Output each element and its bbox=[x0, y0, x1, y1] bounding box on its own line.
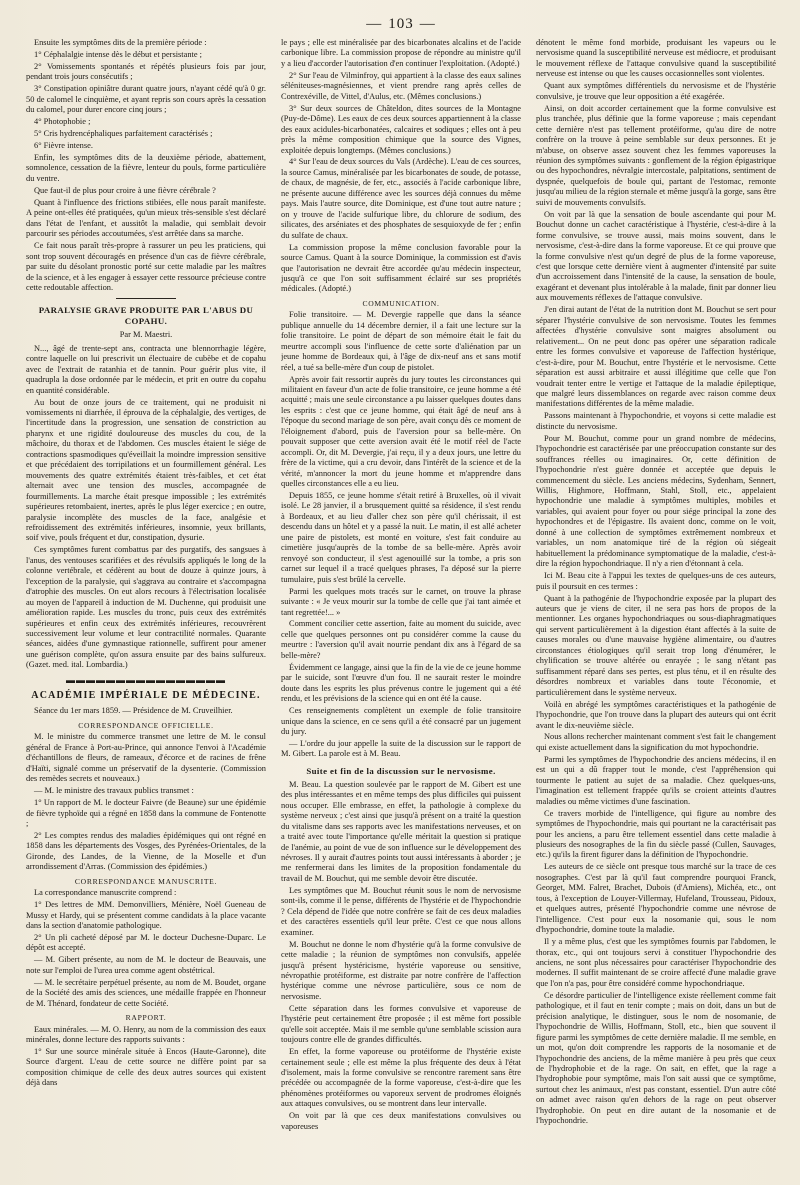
paragraph: — M. Gibert présente, au nom de M. le docteur de Beauvais, une note sur l'emploi de l'urea urea comme agent obstétrical. bbox=[26, 955, 266, 975]
paragraph: Parmi les symptômes de l'hypochondrie des anciens médecins, il en est un qui a dû frapper tout le monde, c'est l'appréhension qui tourmente le patient au sujet de sa maladie. Chez quelques-uns, l'imagination est tellement frappée qu'ils se croient atteints d'autres maladies ou même victimes d'une fascination. bbox=[536, 754, 776, 806]
paragraph: Ces symptômes furent combattus par des purgatifs, des sangsues à l'anus, des ventouses scarifiées et des révulsifs appliqués le long de la colonne vertébrale, et cédèrent au bout de douze à quinze jours, à l'exception de la paralysie, qui s'aggrava au contraire et s'accompagna d'atrophie des muscles. On eut alors recours à l'électrisation localisée au moyen de l'appareil à induction de M. Duchenne, qui produisit une amélioration rapide. Les muscles du tronc, puis ceux des extrémités supérieures et enfin ceux des extrémités inférieures, recouvrèrent successivement leur volume et leur contractilité normales. Quarante séances, aidées d'une gymnastique rationnelle, suffirent pour amener une guérison complète, qu'on assura ensuite par des bains sulfureux. (Gazet. med. ital. Lombardia.) bbox=[26, 545, 266, 670]
subsection-heading: CORRESPONDANCE MANUSCRITE. bbox=[74, 876, 218, 886]
paragraph: Comment concilier cette assertion, faite au moment du suicide, avec celle que quelques personnes ont pu considérer comme la cause du meurtre : l'aversion qu'il avait nourrie pendant dix ans à l'égard de sa belle-mère? bbox=[281, 619, 521, 660]
paragraph: — L'ordre du jour appelle la suite de la discussion sur le rapport de M. Gibert. La parole est à M. Beau. bbox=[281, 738, 521, 759]
column-middle bbox=[281, 38, 521, 1178]
columns bbox=[26, 38, 776, 1178]
paragraph: Cette séparation dans les formes convulsive et vaporeuse de l'hystérie peut certainement être proposée ; il est même fort possible qu'elle soit acceptée. Mais il me semble qu'une semblable scission aura toujours contre elle de grandes difficultés. bbox=[281, 1003, 521, 1045]
paragraph: 5° Cris hydrencéphaliques parfaitement caractérisés ; bbox=[34, 129, 213, 139]
paragraph: N..., âgé de trente-sept ans, contracta une blennorrhagie légère, contre laquelle on lui prescrivit un électuaire de cubèbe et de copahu avec de l'extrait de ratanhia et de tannin. Pour guérir plus vite, il quadrupla la dose ordonnée par le médecin, et prit en outre du copahu en quantité considérable. bbox=[26, 343, 266, 395]
paragraph: le pays ; elle est minéralisée par des bicarbonates alcalins et de l'acide carbonique libre. La commission propose de répondre au ministre qu'il y a lieu d'accorder l'autorisation d'en continuer l'exploitation. (Adopté.) bbox=[281, 38, 521, 68]
column-right bbox=[536, 38, 776, 1178]
paragraph: 1° Un rapport de M. le docteur Faivre (de Beaune) sur une épidémie de fièvre typhoïde qui a régné en 1858 dans la commune de Fontenotte ; bbox=[26, 798, 266, 828]
paragraph: M. Beau. La question soulevée par le rapport de M. Gibert est une des plus intéressantes et en même temps des plus difficiles qui puissent nous occuper. Elle embrasse, en effet, la pathologie à complexe du système nerveux ; c'est ainsi que jusqu'à présent on a traité la question du vitalisme dans ses rapports avec les manifestations nerveuses, et on a traité avec toute l'importance qu'elle méritait la question si pratique de l'anémie, au point de vue de son influence sur le développement des névroses. Il y aurait d'autres points tout aussi intéressants à aborder ; je me renfermerai dans les limites de la proposition fondamentale du travail de M. Bouchut, qui me semble devoir être discutée. bbox=[281, 779, 521, 883]
paragraph: En effet, la forme vaporeuse ou protéiforme de l'hystérie existe certainement seule ; elle est même la plus fréquente des deux à l'état d'isolement, mais la forme convulsive se rencontre rarement sans être précédée ou accompagnée de la forme vaporeuse, c'est-à-dire que les phénomènes protéiformes ou vaporeux servent de prodromes éloignés aux attaques convulsives, ou se montrent dans leur intervalle. bbox=[281, 1047, 521, 1109]
paragraph: 2° Vomissements spontanés et répétés plusieurs fois par jour, pendant trois jours consécutifs ; bbox=[26, 61, 266, 82]
paragraph: Quant aux symptômes différentiels du nervosisme et de l'hystérie convulsive, je trouve que leur opposition a été exagérée. bbox=[536, 81, 776, 101]
paragraph: Après avoir fait ressortir auprès du jury toutes les circonstances qui militaient en faveur d'un acte de folie transitoire, ce jeune homme a été acquitté ; mais une seule circonstance a pu laisser quelques doutes dans les esprits : c'est que ce jeune homme, qui était âgé de neuf ans à l'époque du second mariage de son père, avait conçu dès ce moment de l'éloignement d'abord, puis de l'aversion pour sa belle-mère. On pouvait supposer que cette aversion avait été le motif réel de l'acte accompli. Or, dit M. Devergie, j'ai reçu, il y a deux jours, une lettre du frère de la victime, qui a cru devoir, dans l'intérêt de la science et de la vérité, m'annoncer la mort du jeune homme et m'apprendre dans quelles circonstances elle a eu lieu. bbox=[281, 374, 521, 489]
paragraph: Quant à la pathogénie de l'hypochondrie exposée par la plupart des auteurs que je viens de citer, il ne sera pas hors de propos de la mentionner. Les organes hypochondriaques ou sous-diaphragmatiques qui servent particulièrement à la digestion étant affectés à la suite de causes morales ou d'une mauvaise hygiène alimentaire, ou d'autres circonstances étiologiques qu'il serait trop long d'énumérer, le chylification se trouve altérée ou enrayée ; le sang n'étant pas suffisamment réparé dans ses pertes, est plus ténu, et il en résulte des désordres nombreux et variables dans toute l'économie, et particulièrement dans le système nerveux. bbox=[536, 593, 776, 697]
paragraph: 6° Fièvre intense. bbox=[34, 141, 93, 151]
subsection-heading: COMMUNICATION. bbox=[362, 298, 440, 308]
paragraph: Pour M. Bouchut, comme pour un grand nombre de médecins, l'hypochondrie est caractérisée par une préoccupation constante sur des souffrances réelles ou imaginaires. Or, cette définition de l'hypochondrie n'est guère donnée et acceptée que depuis le commencement du siècle. Les anciens médecins, Sydenham, Sennert, Willis, Highmore, Hoffmann, Stahl, Stoll, etc., appelaient hypochondrie une maladie à symptômes multiples, mobiles et variables, qui avaient pour foyer ou pour siége principal la zone des hypochondres et de l'épigastre. Ils avaient donc, comme on le voit, donné à une collection de symptômes extrêmement nombreux et variables, un nom anatomique tiré de la région où siégeait habituellement la prédominance symptomatique de la maladie, c'est-à-dire la région hypochondriaque. Il n'y a rien d'étonnant à cela. bbox=[536, 433, 776, 569]
column-left bbox=[26, 38, 266, 1178]
paragraph: 2° Un pli cacheté déposé par M. le docteur Duchesne-Duparc. Le dépôt est accepté. bbox=[26, 933, 266, 953]
paragraph: Ce fait nous paraît très-propre à rassurer un peu les praticiens, qui sont trop souvent découragés en présence d'un cas de fièvre cérébrale, par suite du désolant pronostic porté sur cette maladie par les maîtres de la science, et à les engager à essayer cette ressource précieuse contre cette redoutable affection. bbox=[26, 241, 266, 292]
paragraph: dénotent le même fond morbide, produisant les vapeurs ou le nervosisme quand la susceptibilité nerveuse est médiocre, et produisant le mouvement réflexe de l'attaque convulsive quand la susceptibilité nerveuse est intense ou que les causes occasionnelles sont violentes. bbox=[536, 38, 776, 79]
paragraph: Ensuite les symptômes dits de la première période : bbox=[34, 38, 207, 47]
paragraph: — M. le ministre des travaux publics transmet : bbox=[34, 786, 194, 796]
paragraph: Nous allons rechercher maintenant comment s'est fait le changement qui existe actuellement dans la signification du mot hypochondrie. bbox=[536, 732, 776, 752]
paragraph: 2° Sur l'eau de Vilminfroy, qui appartient à la classe des eaux salines séléniteuses-magnésiennes, et vient prendre rang après celles de Contrexéville, de Vittel, d'Aulus, etc. (Mêmes conclusions.) bbox=[281, 70, 521, 101]
subsection-heading: RAPPORT. bbox=[125, 1013, 167, 1023]
paragraph: M. le ministre du commerce transmet une lettre de M. le consul général de France à Port-au-Prince, qui annonce l'envoi à l'Académie d'échantillons de fleurs, de rameaux, d'écorce et de racines de frêne d'Haïti, signalé comme un préservatif de la dysenterie. (Commission des remèdes secrets et nouveaux.) bbox=[26, 732, 266, 784]
subsection-heading: CORRESPONDANCE OFFICIELLE. bbox=[78, 720, 214, 730]
paragraph: Évidemment ce langage, ainsi que la fin de la vie de ce jeune homme par le suicide, sont l'œuvre d'un fou. Il ne saurait rester le moindre doute dans les esprits les plus prévenus contre le jugement qui a été rendu, et les prévisions de la science qui en ont été la cause. bbox=[281, 662, 521, 704]
paragraph: Que faut-il de plus pour croire à une fièvre cérébrale ? bbox=[34, 185, 216, 195]
paragraph: Quant à l'influence des frictions stibiées, elle nous paraît manifeste. A peine ont-elles été pratiquées, qu'un mieux très-sensible s'est déclaré dans l'état de l'enfant, et aussitôt la maladie, qui semblait devoir parcourir ses périodes accoutumées, s'est arrêtée dans sa marche. bbox=[26, 197, 266, 239]
paragraph: Eaux minérales. — M. O. Henry, au nom de la commission des eaux minérales, donne lecture des rapports suivants : bbox=[26, 1024, 266, 1045]
article-title: Suite et fin de la discussion sur le nervosisme. bbox=[306, 765, 496, 776]
paragraph: Parmi les quelques mots tracés sur le carnet, on trouve la phrase suivante : « Je veux mourir sur la tombe de celle que j'ai tant aimée et tant regrettée!... » bbox=[281, 586, 521, 617]
article-title: PARALYSIE GRAVE PRODUITE PAR L'ABUS DU COPAHU. bbox=[38, 305, 254, 327]
paragraph: 1° Sur une source minérale située à Encos (Haute-Garonne), dite Source d'argent. L'eau de cette source ne diffère point par sa composition chimique de celle des deux autres sources qui existent déjà dans bbox=[26, 1047, 266, 1088]
paragraph: Les auteurs de ce siècle ont presque tous marché sur la trace de ces nosographes. C'est par là qu'il faut comprendre pourquoi Franck, Georget, MM. Falret, Brachet, Dubois (d'Amiens), Michéa, etc., ont tous, à l'exception de Louyer-Villermay, Hufeland, Trousseau, Pidoux, et quelques autres, présenté l'hypochondrie comme une névrose de l'intelligence. C'est pour eux la nosomanie qui, sous le nom d'hypochondrie, domine toute la maladie. bbox=[536, 862, 776, 935]
paragraph: Les symptômes que M. Bouchut réunit sous le nom de nervosisme sont-ils, comme il le pense, différents de l'hystérie et de l'hypochondrie ? Cela dépend de l'idée que notre confrère se fait de ces deux maladies et des caractères essentiels qu'il leur prête. C'est ce que nous allons examiner. bbox=[281, 885, 521, 937]
paragraph: Ces renseignements complètent un exemple de folie transitoire unique dans la science, en ce sens qu'il a été consacré par un jugement du jury. bbox=[281, 706, 521, 736]
paragraph: 4° Photophobie ; bbox=[34, 117, 91, 127]
paragraph: Il y a même plus, c'est que les symptômes fournis par l'abdomen, le thorax, etc., qui ont toujours servi à constituer l'hypochondrie des anciens, ne sont plus nécessaires pour caractériser l'hypochondrie des modernes. Il suffit maintenant de se croire affecté d'une maladie grave que l'on n'a pas, pour être considéré comme hypochondriaque. bbox=[536, 937, 776, 988]
paragraph: Voilà en abrégé les symptômes caractéristiques et la pathogénie de l'hypochondrie, que l'on trouve dans la plupart des auteurs qui ont écrit avant le dix-neuvième siècle. bbox=[536, 699, 776, 730]
author-line: Par M. Maestri. bbox=[119, 330, 173, 340]
paragraph: La correspondance manuscrite comprend : bbox=[34, 888, 177, 898]
paragraph: J'en dirai autant de l'état de la nutrition dont M. Bouchut se sert pour séparer l'hystérie convulsive de son nervosisme. Toutes les femmes affectées d'hystérie convulsive sont maigres absolument ou relativement... On ne peut donc pas opérer une séparation radicale entre les formes convulsive et vaporeuse de l'affection hystérique, c'est-à-dire, pour M. Bouchut, entre l'hystérie et le nervosisme. Cette séparation est aussi arbitraire et aussi illégitime que celle que l'on voudrait tenter entre le vertige et l'attaque de la maladie épileptique, que malgré leurs dissemblances on regarde avec raison comme deux manifestations différentes de la même maladie. bbox=[536, 305, 776, 409]
paragraph: Enfin, les symptômes dits de la deuxième période, abattement, somnolence, cessation de la fièvre, lenteur du pouls, forme particulière du ventre. bbox=[26, 153, 266, 183]
paragraph: — M. le secrétaire perpétuel présente, au nom de M. Boudet, organe de la Société des amis des sciences, une médaille frappée en l'honneur de M. Thénard, fondateur de cette Société. bbox=[26, 977, 266, 1008]
paragraph: Ici M. Beau cite à l'appui les textes de quelques-uns de ces auteurs, puis il poursuit en ces termes : bbox=[536, 571, 776, 591]
paragraph: Folie transitoire. — M. Devergie rappelle que dans la séance publique annuelle du 14 décembre dernier, il a fait une lecture sur la folie transitoire. Le point de départ de son mémoire était le fait du meurtre accompli sous l'influence de cette sorte d'aliénation par un jeune homme de Bordeaux qui, à l'âge de dix-neuf ans et sans motif réel, a tué sa belle-mère d'un coup de pistolet. bbox=[281, 310, 521, 372]
section-divider bbox=[116, 298, 176, 299]
paragraph: On voit par là que la sensation de boule ascendante qui pour M. Bouchut donne un cachet caractéristique à l'hystérie, c'est-à-dire à la forme convulsive, se trouve aussi, mais moins souvent, dans le nervosisme, c'est-à-dire dans la forme vaporeuse. Et ce qui prouve que la forme convulsive n'est qu'un degré de plus de la forme vaporeuse, c'est que lorsque cette dernière vient à augmenter d'intensité par suite d'un accroissement dans l'intensité de la cause, la sensation de boule, exagérant et devenant plus intolérable à la malade, finit par donner lieu aux mouvements réflexes de l'attaque convulsive. bbox=[536, 209, 776, 303]
paragraph: La commission propose la même conclusion favorable pour la source Camus. Quant à la source Dominique, la commission est d'avis que l'autorisation ne devrait être accordée qu'au médecin inspecteur, jusqu'à ce que l'on soit suffisamment éclairé sur ses propriétés médicales. (Adopté.) bbox=[281, 242, 521, 294]
paragraph: Ainsi, on doit accorder certainement que la forme convulsive est plus tranchée, plus définie que la forme vaporeuse ; mais cependant cette dernière n'est pas tellement protéiforme, qu'au dire de notre confrère on la trouve à peine semblable sur deux personnes. Et je m'abuse, on observe assez souvent chez les femmes vaporeuses la réunion des symptômes suivants : gonflement de la région épigastrique ou des hypochondres, névralgie intercostale, palpitations, sentiment de dyspnée, quelquefois de boule qui, partant de l'estomac, remonte jusqu'au milieu de la région sternale et même jusqu'à la gorge, sans être suivi de mouvements convulsifs. bbox=[536, 103, 776, 207]
paragraph: Séance du 1er mars 1859. — Présidence de M. Cruveilhier. bbox=[34, 706, 233, 716]
paragraph: 4° Sur l'eau de deux sources du Vals (Ardèche). L'eau de ces sources, la source Camus, minéralisée par les bicarbonates de soude, de potasse, de chaux, de magnésie, de fer, etc., associés à l'acide carbonique libre, ne présente aucune différence avec les sources déjà connues du même pays. Mais l'autre source, dite Dominique, est d'une tout autre nature ; on y trouve de l'acide sulfurique libre, du chlorure de sodium, des silicates, des arséniates et des phosphates de sesquioxyde de fer ; enfin du sulfate de chaux. bbox=[281, 157, 521, 240]
ornament-divider: ▬▬▬▬▬▬▬▬▬▬▬▬▬▬▬▬ bbox=[66, 674, 226, 685]
paragraph: 1° Céphalalgie intense dès le début et persistante ; bbox=[34, 49, 203, 59]
paragraph: 1° Des lettres de MM. Demonvilliers, Ménière, Noël Gueneau de Mussy et Hardy, qui se présentent comme candidats à la place vacante dans la section d'anatomie pathologique. bbox=[26, 900, 266, 931]
paragraph: Passons maintenant à l'hypochondrie, et voyons si cette maladie est distincte du nervosisme. bbox=[536, 411, 776, 431]
paragraph: M. Bouchut ne donne le nom d'hystérie qu'à la forme convulsive de cette maladie ; la réunion de symptômes non convulsifs, appelée jusqu'à présent hystéricisme, hystérie vaporeuse ou sensitive, névropathie protéiforme, est distraite par notre confrère de l'affection hystérique comme une névrose particulière, sous ce nom de nervosisme. bbox=[281, 939, 521, 1001]
paragraph: Depuis 1855, ce jeune homme s'était retiré à Bruxelles, où il vivait isolé. Le 28 janvier, il a brusquement quitté sa résidence, il s'est rendu à Bordeaux, et au lieu d'aller chez son père qu'il chérissait, il est descendu dans un hôtel et y a passé la nuit. Le matin, il est allé acheter une paire de pistolets, est monté en voiture, s'est fait conduire au cimetière jusqu'auprès de la tombe de sa belle-mère. Après avoir renvoyé son conducteur, il s'est agenouillé sur la tombe, a pris son carnet sur lequel il a tracé quelques phrases, l'a déposé sur la pierre tumulaire, puis s'est brûlé la cervelle. bbox=[281, 491, 521, 584]
section-heading: ACADÉMIE IMPÉRIALE DE MÉDECINE. bbox=[31, 690, 261, 701]
paragraph: Au bout de onze jours de ce traitement, qui ne produisit ni vomissements ni diarrhée, il éprouva de la céphalalgie, des vertiges, de l'incertitude dans la progression, une sensation de constriction au pharynx et une rigidité douloureuse des muscles du cou, de la mâchoire, du thorax et de l'abdomen. Ces muscles étaient le siége de contractions spasmodiques qu'éveillait la moindre impression sensitive et que précédaient des torripilations et un fourmillement général. Les mouvements des quatre extrémités étaient très-faibles, et cet état alternait avec une tension des muscles, accompagnée de fourmillements. La marche était presque impossible ; les extrémités supérieures retombaient, inertes, après le plus léger exercice ; en outre, paralysie incomplète des muscles de la face, analgésie et refroidissement des extrémités inférieures, insomnie, yeux brillants, soif vive, pouls fréquent et dur, constipation, dysurie. bbox=[26, 397, 266, 543]
paragraph: Ce désordre particulier de l'intelligence existe réellement comme fait pathologique, et il faut en tenir compte ; mais on doit, dans un but de précision analytique, le distinguer, sous le nom de nosomanie, de l'hypochondrie de Willis, Hoffmann, Stoll, etc., bien que souvent il figure parmi les symptômes de cette dernière maladie. Il me semble, en un mot, qu'on doit comprendre les rapports de la nosomanie et de l'hypochondrie des anciens, de la même manière à peu près que ceux de l'hydrophobie et de la rage. On sait, en effet, que la rage a l'hydrophobie pour symptôme, mais l'on sait aussi que ce symptôme, surtout chez les animaux, n'est pas constant, essentiel. D'un autre côté on admet avec raison qu'en dehors de la rage on peut observer l'hydrophobie. On peut en dire autant de la nosomanie et de l'hypochondrie. bbox=[536, 990, 776, 1126]
paragraph: On voit par là que ces deux manifestations convulsives ou vaporeuses bbox=[281, 1111, 521, 1131]
paragraph: 3° Sur deux sources de Châteldon, dites sources de la Montagne (Puy-de-Dôme). Les eaux de ces deux sources appartiennent à la classe des eaux acidules-bicarbonatées, calcaires et sodiques ; elles ont à peu près la même composition chimique que la source des Vignes, exploitée depuis longtemps. (Mêmes conclusions.) bbox=[281, 103, 521, 155]
paragraph: 2° Les comptes rendus des maladies épidémiques qui ont régné en 1858 dans les départements des Vosges, des Pyrénées-Orientales, de la Gironde, des Landes, de la Vienne, de la Moselle et d'un arrondissement d'Arras. (Commission des épidémies.) bbox=[26, 830, 266, 872]
page-number: — 103 — bbox=[26, 16, 776, 38]
paragraph: Ce travers morbide de l'intelligence, qui figure au nombre des symptômes de l'hypochondrie, mais qui pourtant ne la caractérisait pas pour les anciens, a paru être tellement essentiel dans cette maladie à plusieurs des nosographes de la fin du siècle passé (Cullen, Sauvages, etc.) qu'ils la firent figurer dans la définition de l'hypochondrie. bbox=[536, 808, 776, 860]
paragraph: 3° Constipation opiniâtre durant quatre jours, n'ayant cédé qu'à 0 gr. 50 de calomel le cinquième, et ayant repris son cours après la cessation du calomel, pour durer encore cinq jours ; bbox=[26, 84, 266, 115]
